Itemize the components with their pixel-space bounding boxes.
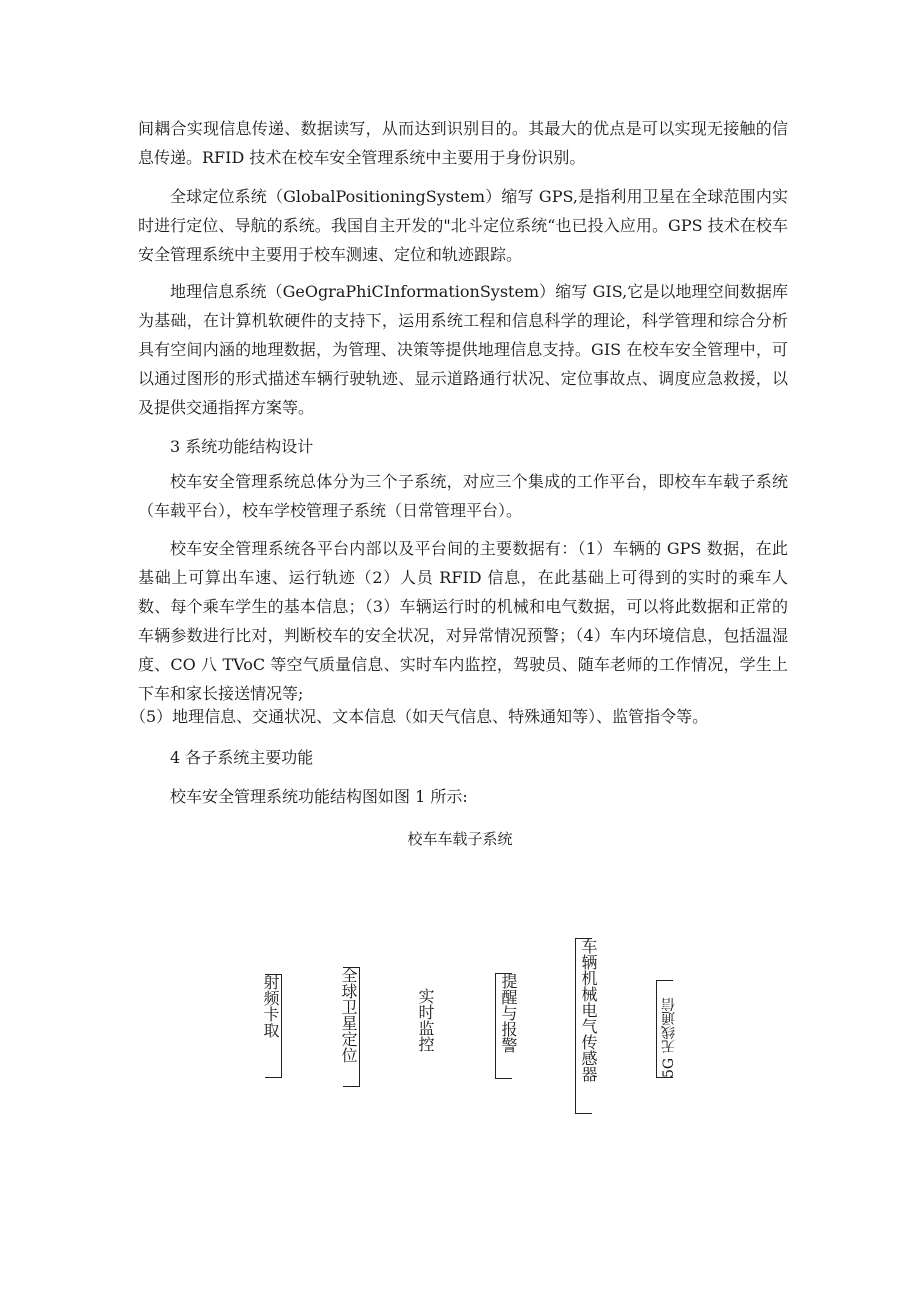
paragraph-data: 校车安全管理系统各平台内部以及平台间的主要数据有：（1）车辆的 GPS 数据，在此基础上可算出车速、运行轨迹（2）人员 RFID 信息，在此基础上可得到的实时的乘车人数、每个乘车学生的基本信息；（3）车辆运行时的机械和电气数据，可以将此数据和正常的车辆参数进行比对，判断校车的安全状况，对异常情况预警；（4）车内环境信息，包括温湿度、CO 八 TVoC 等空气质量信息、实时车内监控，驾驶员、随车老师的工作情况，学生上下车和家长接送情况等; xyxy=(138,539,788,703)
sensor-box: 车辆机械电气传感器 xyxy=(575,938,599,1114)
section-heading-3: 3 系统功能结构设计 xyxy=(170,437,314,456)
alarm-box: 提醒与报警 xyxy=(495,973,519,1079)
paragraph-rfid: 间耦合实现信息传递、数据读写，从而达到识别目的。其最大的优点是可以实现无接触的信息传递。RFID 技术在校车安全管理系统中主要用于身份识别。 xyxy=(138,119,788,167)
wireless-box: 5G 无线通信 xyxy=(656,980,678,1078)
gps-box: 全球卫星定位 xyxy=(336,967,360,1087)
monitor-box: 实时监控 xyxy=(416,988,435,1052)
section-heading-4: 4 各子系统主要功能 xyxy=(170,748,314,767)
paragraph-gis: 地理信息系统（GeOgraPhiCInformationSystem）缩写 GIS,它是以地理空间数据库为基础，在计算机软硬件的支持下，运用系统工程和信息科学的理论，科学管理和综合分析具有空间内涵的地理数据，为管理、决策等提供地理信息支持。GIS 在校车安全管理中，可以通过图形的形式描述车辆行驶轨迹、显示道路通行状况、定位事故点、调度应急救援，以及提供交通指挥方案等。 xyxy=(138,282,788,417)
paragraph-data-5: （5）地理信息、交通状况、文本信息（如天气信息、特殊通知等）、监管指令等。 xyxy=(130,707,709,726)
diagram-title: 校车车载子系统 xyxy=(407,830,513,848)
figure-intro: 校车安全管理系统功能结构图如图 1 所示: xyxy=(170,787,468,806)
rfid-box: 射频卡取 xyxy=(258,974,282,1078)
paragraph-subsystems: 校车安全管理系统总体分为三个子系统，对应三个集成的工作平台，即校车车载子系统（车载平台），校车学校管理子系统（日常管理平台）。 xyxy=(138,472,788,520)
paragraph-gps: 全球定位系统（GlobalPositioningSystem）缩写 GPS,是指利用卫星在全球范围内实时进行定位、导航的系统。我国自主开发的"北斗定位系统“也已投入应用。GPS 技术在校车安全管理系统中主要用于校车测速、定位和轨迹跟踪。 xyxy=(138,187,788,264)
